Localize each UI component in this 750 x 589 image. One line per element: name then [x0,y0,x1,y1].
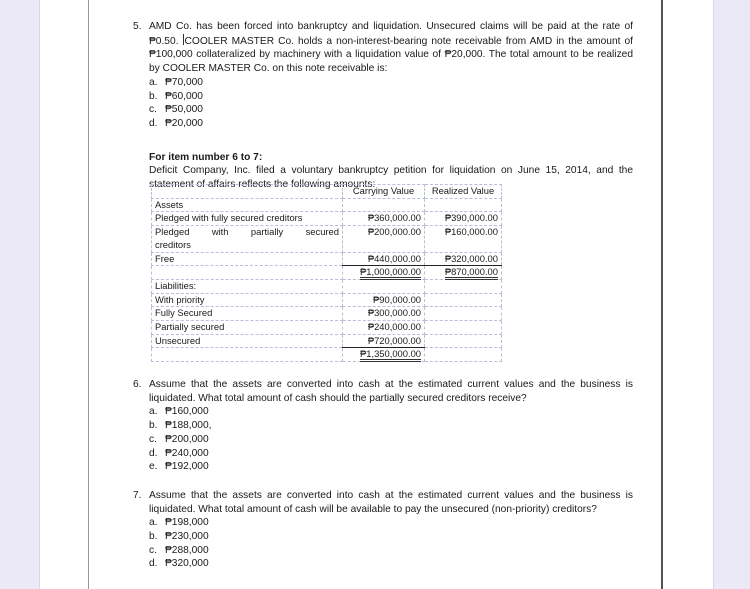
choice-list [149,76,633,131]
text-cursor [183,34,184,45]
table-row: Partially secured ₱240,000.00 [152,321,502,335]
col-header-realized: Realized Value [425,185,502,199]
document-content-lower [133,378,633,571]
question-6 [133,378,633,474]
question-number: 5. [133,21,142,32]
document-content [133,0,633,192]
assets-total-row [152,266,502,280]
choice-list [149,516,633,571]
choice-e[interactable]: e. ₱192,000 [149,461,209,473]
question-7 [133,489,633,571]
choice-a[interactable]: a. ₱198,000 [149,517,209,529]
right-margin-guide [661,0,663,589]
choice-c[interactable]: c. ₱200,000 [149,433,209,445]
section-label-liabilities: Liabilities: [152,279,343,293]
table-row: Pledged with partially secured creditors ₱200,000.00 ₱160,000.00 [152,226,502,252]
choice-c[interactable]: c. ₱288,000 [149,544,209,556]
choice-d[interactable]: d. ₱320,000 [149,558,209,570]
section-label-assets: Assets [152,198,343,212]
table-row: With priority ₱90,000.00 [152,293,502,307]
assets-total-realized: ₱870,000.00 [445,266,498,280]
left-margin-guide [88,0,89,589]
question-stem: Assume that the assets are converted into cash at the estimated current values and the business is liquidated. What total amount of cash should the partially secured creditors receive? [149,379,633,404]
col-header-carrying: Carrying Value [343,185,425,199]
liabilities-total-carrying: ₱1,350,000.00 [360,348,421,362]
question-stem: AMD Co. has been forced into bankruptcy and liquidation. Unsecured claims will be paid at the rate of ₱0.50. COOLER MASTER Co. holds a non-interest-bearing note receivable from AMD in the amount of ₱100,000 collateralized by machinery with a liquidation value of ₱20,000. The total amount to be realized by COOLER MASTER Co. on this note receivable is: [149,21,633,75]
choice-b[interactable]: b. ₱230,000 [149,531,209,543]
choice-d[interactable]: d. ₱20,000 [149,117,203,129]
choice-c[interactable]: c. ₱50,000 [149,104,203,116]
choice-list [149,405,633,474]
table-row [152,198,502,212]
table-row: Fully Secured ₱300,000.00 [152,307,502,321]
choice-a[interactable]: a. ₱70,000 [149,76,203,88]
assets-total-carrying: ₱1,000,000.00 [360,266,421,280]
liabilities-total-row [152,348,502,362]
question-5 [133,20,633,131]
case-text: Deficit Company, Inc. filed a voluntary bankruptcy petition for liquidation on June 15, 2014, and the statement of affairs reflects the following amounts: [149,165,633,191]
choice-b[interactable]: b. ₱60,000 [149,90,203,102]
table-row: Unsecured ₱720,000.00 [152,334,502,348]
table-row [152,279,502,293]
choice-b[interactable]: b. ₱188,000, [149,420,212,432]
table-header-row [152,185,502,199]
question-number: 7. [133,489,142,501]
choice-d[interactable]: d. ₱240,000 [149,447,209,459]
table-row: Pledged with fully secured creditors ₱360,000.00 ₱390,000.00 [152,212,502,226]
choice-a[interactable]: a. ₱160,000 [149,406,209,418]
question-number: 6. [133,379,142,390]
table-row: Free ₱440,000.00 ₱320,000.00 [152,252,502,266]
case-heading: For item number 6 to 7: [149,151,263,163]
statement-of-affairs-table [151,184,502,362]
question-stem: Assume that the assets are converted into cash at the estimated current values and the business is liquidated. What total amount of cash will be available to pay the unsecured (non-priority) creditors? [149,489,633,515]
